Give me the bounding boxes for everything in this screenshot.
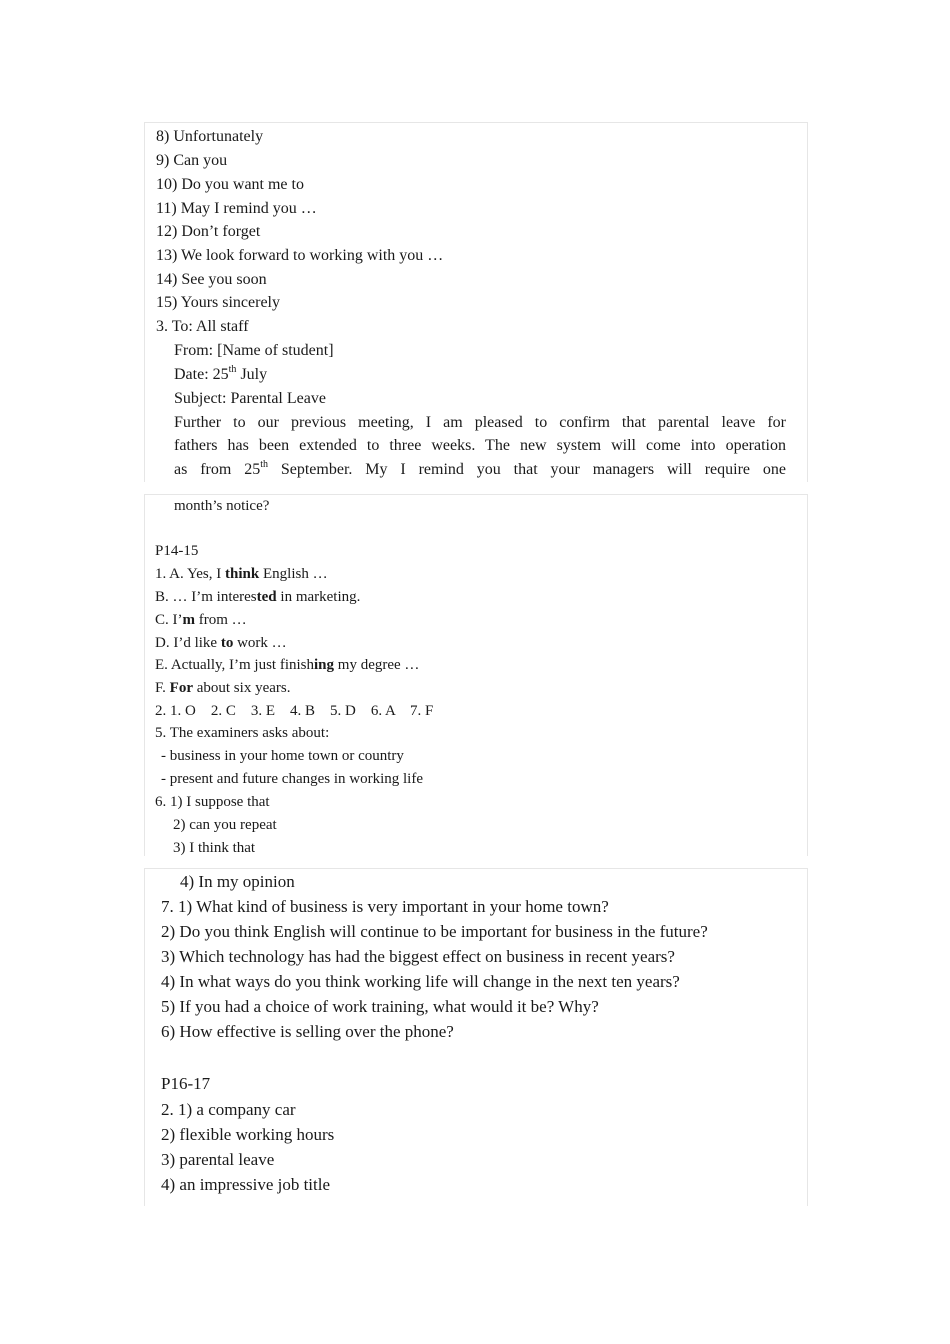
list-item: 13) We look forward to working with you … [156, 247, 444, 264]
list-item: 6) How effective is selling over the phone? [161, 1022, 454, 1041]
list-item: E. Actually, I’m just finishing my degree … [155, 657, 420, 673]
list-item: 3) Which technology has had the biggest effect on business in recent years? [161, 947, 675, 966]
list-item: 8) Unfortunately [156, 128, 264, 145]
list-item: 3) parental leave [161, 1150, 275, 1169]
list-item: - present and future changes in working life [161, 771, 423, 787]
list-item: 2) flexible working hours [161, 1125, 335, 1144]
list-item: 9) Can you [156, 152, 228, 169]
answer-panel-1 [144, 122, 808, 482]
memo-body-line: fathers has been extended to three weeks. The new system will come into operation [174, 437, 786, 454]
list-item: 4) In what ways do you think working life will change in the next ten years? [161, 972, 680, 991]
list-item: 14) See you soon [156, 271, 267, 288]
list-item: 1. A. Yes, I think English … [155, 566, 328, 582]
section-title: P14-15 [155, 543, 199, 559]
list-item: F. For about six years. [155, 680, 291, 696]
answer-panel-3 [144, 868, 808, 1206]
list-item: 4) In my opinion [180, 872, 295, 891]
memo-heading: 3. To: All staff [156, 318, 249, 335]
memo-date: Date: 25th July [174, 363, 268, 383]
list-item: 7. 1) What kind of business is very important in your home town? [161, 897, 609, 916]
memo-subject: Subject: Parental Leave [174, 390, 326, 407]
list-item: 2) Do you think English will continue to be important for business in the future? [161, 922, 708, 941]
list-item: 3) I think that [173, 840, 256, 856]
list-item: 4) an impressive job title [161, 1175, 331, 1194]
list-item: 15) Yours sincerely [156, 294, 280, 311]
list-item: - business in your home town or country [161, 748, 404, 764]
list-item: 11) May I remind you … [156, 200, 317, 217]
list-item: 5. The examiners asks about: [155, 725, 330, 741]
memo-body-line: Further to our previous meeting, I am pleased to confirm that parental leave for [174, 414, 786, 431]
list-item: 2. 1) a company car [161, 1100, 296, 1119]
list-item: C. I’m from … [155, 612, 247, 628]
section-title: P16-17 [161, 1074, 211, 1093]
list-item: D. I’d like to work … [155, 635, 287, 651]
list-item: B. … I’m interested in marketing. [155, 589, 361, 605]
memo-continuation: month’s notice? [174, 498, 270, 514]
list-item: 6. 1) I suppose that [155, 794, 270, 810]
list-item: 12) Don’t forget [156, 223, 261, 240]
answer-panel-2 [144, 494, 808, 856]
answer-key-line: 2. 1. O 2. C 3. E 4. B 5. D 6. A 7. F [155, 703, 434, 719]
memo-body-line: as from 25th September. My I remind you that your managers will require one [174, 458, 786, 478]
list-item: 5) If you had a choice of work training, what would it be? Why? [161, 997, 599, 1016]
list-item: 2) can you repeat [173, 817, 277, 833]
memo-from: From: [Name of student] [174, 342, 334, 359]
list-item: 10) Do you want me to [156, 176, 304, 193]
